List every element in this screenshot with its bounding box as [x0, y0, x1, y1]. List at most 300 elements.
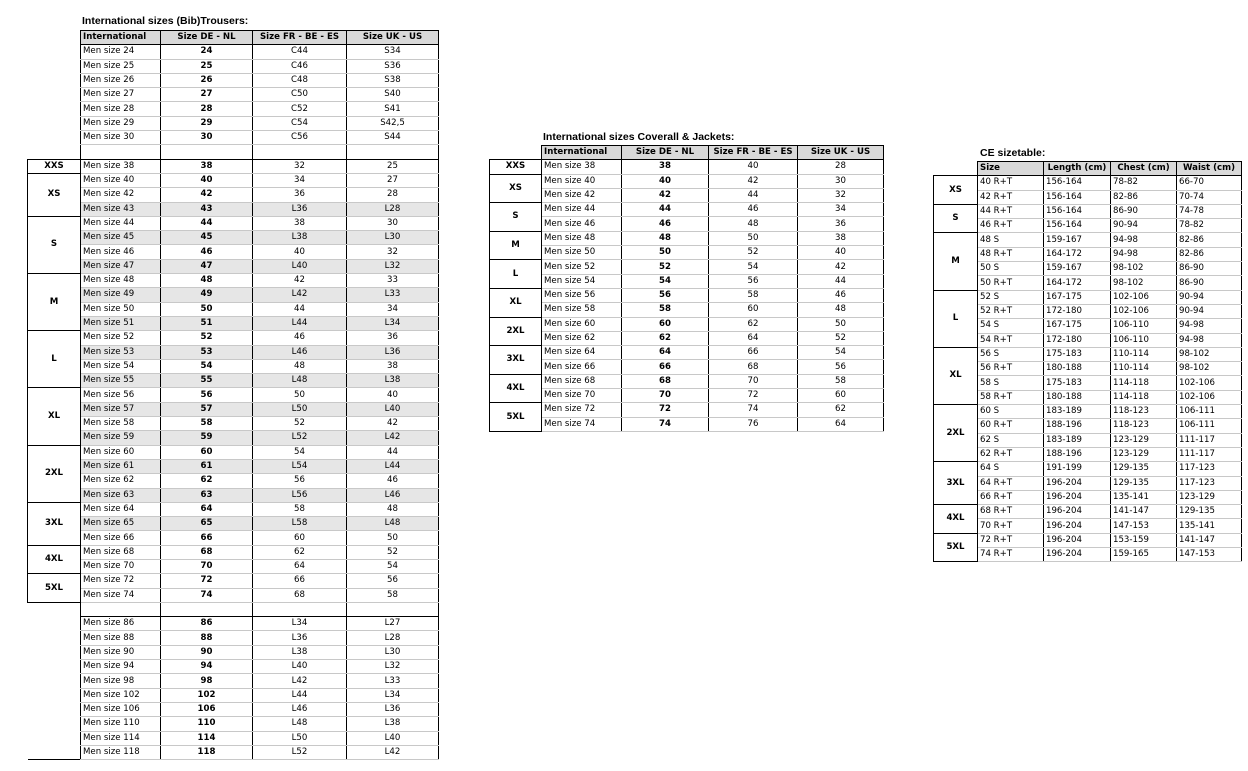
- table-row: [490, 360, 884, 374]
- table-row: [28, 688, 439, 702]
- table-cell: C52: [253, 102, 347, 116]
- row-spacer: [28, 73, 81, 87]
- table-row: [28, 202, 439, 216]
- table-row: [28, 731, 439, 745]
- table-cell: 88: [161, 631, 253, 645]
- table-cell: Men size 56: [81, 388, 161, 402]
- table-cell: 159-165: [1111, 548, 1177, 562]
- row-spacer: [28, 116, 81, 130]
- table-cell: L36: [253, 631, 347, 645]
- table-cell: 78-82: [1111, 176, 1177, 190]
- table-cell: Men size 63: [81, 488, 161, 502]
- table-row: [28, 245, 439, 259]
- table-cell: 42: [709, 174, 798, 188]
- table-cell: 54: [622, 274, 709, 288]
- table-cell: 54: [798, 346, 884, 360]
- table-cell: Men size 28: [81, 102, 161, 116]
- row-spacer: [28, 702, 81, 716]
- header-spacer: [490, 146, 542, 160]
- table-row: [934, 519, 1242, 533]
- table-cell: 56: [347, 574, 439, 588]
- table-cell: L36: [347, 702, 439, 716]
- table-cell: 54: [347, 559, 439, 573]
- table-row: [28, 745, 439, 759]
- table-cell: L40: [347, 731, 439, 745]
- table-cell: Men size 94: [81, 660, 161, 674]
- table-cell: 60: [709, 303, 798, 317]
- table-cell: 74: [709, 403, 798, 417]
- table-row: [490, 331, 884, 345]
- table-cell: C56: [253, 131, 347, 145]
- table-cell: Men size 70: [542, 389, 622, 403]
- table-row: [490, 374, 884, 388]
- table-cell: L40: [253, 660, 347, 674]
- table-cell: 42: [347, 417, 439, 431]
- table-cell: 33: [347, 274, 439, 288]
- table-row: [934, 347, 1242, 361]
- empty-cell: [81, 145, 161, 159]
- table-cell: 183-189: [1044, 405, 1111, 419]
- table-cell: L52: [253, 431, 347, 445]
- table-cell: 52: [347, 545, 439, 559]
- table-cell: Men size 74: [542, 417, 622, 431]
- table-row: [28, 259, 439, 273]
- table-row: [28, 288, 439, 302]
- table-cell: 62: [161, 474, 253, 488]
- table-row: [934, 476, 1242, 490]
- table-cell: 56: [622, 288, 709, 302]
- table-cell: L33: [347, 288, 439, 302]
- table-cell: 70: [709, 374, 798, 388]
- column-header: Size UK - US: [347, 31, 439, 45]
- empty-cell: [161, 602, 253, 616]
- size-group-label: 2XL: [934, 405, 978, 462]
- table-row: [28, 531, 439, 545]
- table-cell: L33: [347, 674, 439, 688]
- table-cell: 196-204: [1044, 533, 1111, 547]
- table-cell: 44: [347, 445, 439, 459]
- table-cell: 32: [347, 245, 439, 259]
- table-cell: C48: [253, 73, 347, 87]
- table-cell: 60 R+T: [978, 419, 1044, 433]
- table-cell: 30: [798, 174, 884, 188]
- table-cell: Men size 74: [81, 588, 161, 602]
- row-spacer: [28, 617, 81, 631]
- table-cell: 106-111: [1177, 419, 1242, 433]
- table-cell: Men size 52: [542, 260, 622, 274]
- table-cell: 25: [347, 159, 439, 173]
- table-row: [934, 304, 1242, 318]
- table-cell: 61: [161, 459, 253, 473]
- table-cell: L27: [347, 617, 439, 631]
- size-group-label: S: [490, 203, 542, 232]
- table-cell: L46: [347, 488, 439, 502]
- table-row: [490, 346, 884, 360]
- table-cell: 90-94: [1177, 304, 1242, 318]
- table-cell: Men size 68: [542, 374, 622, 388]
- table-cell: 62: [622, 331, 709, 345]
- table-row: [934, 276, 1242, 290]
- table-row: [28, 374, 439, 388]
- table-cell: 66: [253, 574, 347, 588]
- table-cell: 106-110: [1111, 333, 1177, 347]
- table-cell: S36: [347, 59, 439, 73]
- table-cell: 90: [161, 645, 253, 659]
- table-cell: Men size 44: [542, 203, 622, 217]
- row-spacer: [28, 145, 81, 159]
- table-cell: 30: [347, 216, 439, 230]
- table-cell: L32: [347, 660, 439, 674]
- row-spacer: [28, 688, 81, 702]
- table-cell: Men size 50: [542, 246, 622, 260]
- table-row: [28, 559, 439, 573]
- table-cell: 42 R+T: [978, 190, 1044, 204]
- table-cell: 196-204: [1044, 505, 1111, 519]
- table-cell: 94-98: [1111, 233, 1177, 247]
- table-cell: 44: [622, 203, 709, 217]
- table-cell: 60 S: [978, 405, 1044, 419]
- table-cell: 48: [798, 303, 884, 317]
- table-cell: Men size 102: [81, 688, 161, 702]
- table-row: [28, 388, 439, 402]
- table-cell: L34: [253, 617, 347, 631]
- table-cell: 118-123: [1111, 419, 1177, 433]
- table-cell: 50 R+T: [978, 276, 1044, 290]
- table-cell: 164-172: [1044, 247, 1111, 261]
- table-cell: Men size 66: [81, 531, 161, 545]
- table-cell: S44: [347, 131, 439, 145]
- table-cell: 90-94: [1111, 219, 1177, 233]
- size-group-label: 4XL: [934, 505, 978, 534]
- table-cell: 48: [253, 359, 347, 373]
- table-cell: 64: [622, 346, 709, 360]
- table-row: [934, 447, 1242, 461]
- table-cell: 34: [347, 302, 439, 316]
- table-row: [28, 588, 439, 602]
- table-cell: 72: [622, 403, 709, 417]
- table-cell: Men size 50: [81, 302, 161, 316]
- table-row: [934, 233, 1242, 247]
- table-row: [934, 362, 1242, 376]
- table-row: [28, 631, 439, 645]
- table-cell: Men size 60: [81, 445, 161, 459]
- table-cell: 52: [798, 331, 884, 345]
- table-cell: Men size 38: [542, 160, 622, 174]
- table-row: [28, 574, 439, 588]
- table-cell: 66: [709, 346, 798, 360]
- table-cell: 196-204: [1044, 548, 1111, 562]
- table-cell: 86-90: [1111, 204, 1177, 218]
- column-header: International: [81, 31, 161, 45]
- table-cell: 58: [347, 588, 439, 602]
- table-cell: 74: [622, 417, 709, 431]
- table-cell: 48: [622, 231, 709, 245]
- table-cell: Men size 88: [81, 631, 161, 645]
- table-cell: 172-180: [1044, 304, 1111, 318]
- table-cell: 38: [622, 160, 709, 174]
- table-cell: 106-111: [1177, 405, 1242, 419]
- table-cell: Men size 45: [81, 231, 161, 245]
- row-spacer: [28, 660, 81, 674]
- table-row: [490, 231, 884, 245]
- table-cell: 60: [798, 389, 884, 403]
- table-cell: L48: [253, 374, 347, 388]
- table-cell: Men size 55: [81, 374, 161, 388]
- empty-cell: [253, 602, 347, 616]
- table-cell: 111-117: [1177, 433, 1242, 447]
- table-row: [934, 190, 1242, 204]
- table-cell: 49: [161, 288, 253, 302]
- table-cell: 64: [798, 417, 884, 431]
- table-cell: 59: [161, 431, 253, 445]
- table-cell: L34: [347, 688, 439, 702]
- table-cell: 50: [709, 231, 798, 245]
- table-cell: 72 R+T: [978, 533, 1044, 547]
- table-cell: 147-153: [1177, 548, 1242, 562]
- table-cell: Men size 42: [81, 188, 161, 202]
- table-cell: Men size 51: [81, 316, 161, 330]
- size-group-label: L: [28, 331, 81, 388]
- table-cell: Men size 29: [81, 116, 161, 130]
- table-row: [28, 345, 439, 359]
- size-group-label: 4XL: [28, 545, 81, 574]
- coverall-title: International sizes Coverall & Jackets:: [543, 131, 735, 143]
- header-row: [934, 162, 1242, 176]
- table-cell: 98-102: [1111, 276, 1177, 290]
- table-cell: 34: [798, 203, 884, 217]
- table-cell: L58: [253, 517, 347, 531]
- table-cell: Men size 68: [81, 545, 161, 559]
- table-cell: 70: [161, 559, 253, 573]
- table-cell: L30: [347, 645, 439, 659]
- column-header: Size: [978, 162, 1044, 176]
- table-cell: 40: [622, 174, 709, 188]
- table-cell: 58 R+T: [978, 390, 1044, 404]
- table-cell: L38: [253, 231, 347, 245]
- size-group-label: S: [28, 216, 81, 273]
- row-spacer: [28, 645, 81, 659]
- table-cell: Men size 49: [81, 288, 161, 302]
- size-group-label: XS: [28, 173, 81, 216]
- column-header: Length (cm): [1044, 162, 1111, 176]
- table-cell: Men size 25: [81, 59, 161, 73]
- table-cell: 51: [161, 316, 253, 330]
- table-cell: L52: [253, 745, 347, 759]
- table-cell: L38: [253, 645, 347, 659]
- table-cell: 58: [709, 288, 798, 302]
- row-spacer: [28, 674, 81, 688]
- table-cell: 118: [161, 745, 253, 759]
- size-group-label: XXS: [490, 160, 542, 174]
- table-cell: 66 R+T: [978, 490, 1044, 504]
- column-header: International: [542, 146, 622, 160]
- table-cell: 52 S: [978, 290, 1044, 304]
- size-group-label: XS: [934, 176, 978, 205]
- row-spacer: [28, 88, 81, 102]
- table-cell: 55: [161, 374, 253, 388]
- table-cell: 196-204: [1044, 519, 1111, 533]
- table-row: [28, 359, 439, 373]
- table-cell: 86-90: [1177, 262, 1242, 276]
- table-cell: 46: [161, 245, 253, 259]
- row-spacer: [28, 59, 81, 73]
- table-cell: 114: [161, 731, 253, 745]
- table-cell: 42: [622, 188, 709, 202]
- table-cell: L28: [347, 202, 439, 216]
- header-spacer: [28, 31, 81, 45]
- size-group-label: M: [28, 274, 81, 331]
- table-row: [28, 417, 439, 431]
- table-row: [28, 131, 439, 145]
- table-cell: 66-70: [1177, 176, 1242, 190]
- table-row: [28, 159, 439, 173]
- table-cell: 64: [161, 502, 253, 516]
- table-cell: 54: [253, 445, 347, 459]
- table-row: [490, 417, 884, 431]
- empty-cell: [161, 145, 253, 159]
- table-row: [490, 260, 884, 274]
- table-cell: 48: [161, 274, 253, 288]
- table-cell: Men size 46: [542, 217, 622, 231]
- table-row: [28, 73, 439, 87]
- table-cell: L54: [253, 459, 347, 473]
- table-row: [490, 174, 884, 188]
- table-cell: 26: [161, 73, 253, 87]
- table-row: [28, 88, 439, 102]
- table-cell: 102-106: [1177, 376, 1242, 390]
- table-cell: 57: [161, 402, 253, 416]
- table-cell: 98: [161, 674, 253, 688]
- table-row: [490, 389, 884, 403]
- table-cell: 58: [798, 374, 884, 388]
- table-cell: 114-118: [1111, 376, 1177, 390]
- table-cell: L36: [347, 345, 439, 359]
- table-cell: 56: [161, 388, 253, 402]
- table-cell: 64 R+T: [978, 476, 1044, 490]
- table-cell: 48: [347, 502, 439, 516]
- row-spacer: [28, 45, 81, 59]
- table-cell: 110-114: [1111, 347, 1177, 361]
- table-cell: C44: [253, 45, 347, 59]
- table-cell: Men size 56: [542, 288, 622, 302]
- table-cell: Men size 27: [81, 88, 161, 102]
- table-row: [934, 390, 1242, 404]
- table-cell: Men size 106: [81, 702, 161, 716]
- table-cell: L46: [253, 345, 347, 359]
- table-cell: 54: [161, 359, 253, 373]
- table-cell: L42: [253, 674, 347, 688]
- table-cell: 147-153: [1111, 519, 1177, 533]
- table-cell: Men size 98: [81, 674, 161, 688]
- table-cell: L38: [347, 717, 439, 731]
- table-cell: 191-199: [1044, 462, 1111, 476]
- table-row: [934, 262, 1242, 276]
- table-cell: Men size 58: [81, 417, 161, 431]
- table-cell: 46 R+T: [978, 219, 1044, 233]
- empty-cell: [347, 145, 439, 159]
- empty-cell: [253, 145, 347, 159]
- table-cell: S38: [347, 73, 439, 87]
- table-cell: 94-98: [1177, 333, 1242, 347]
- table-row: [490, 217, 884, 231]
- table-row: [28, 502, 439, 516]
- table-cell: 110-114: [1111, 362, 1177, 376]
- table-cell: 117-123: [1177, 476, 1242, 490]
- table-cell: 52: [709, 246, 798, 260]
- table-cell: 50: [253, 388, 347, 402]
- table-cell: 114-118: [1111, 390, 1177, 404]
- ce-size-table: [933, 161, 1242, 562]
- table-cell: 74: [161, 588, 253, 602]
- table-cell: 70 R+T: [978, 519, 1044, 533]
- table-cell: 47: [161, 259, 253, 273]
- table-cell: 76: [709, 417, 798, 431]
- table-cell: 123-129: [1111, 433, 1177, 447]
- table-cell: 117-123: [1177, 462, 1242, 476]
- table-row: [28, 45, 439, 59]
- size-group-label: 3XL: [28, 502, 81, 545]
- table-cell: 44: [161, 216, 253, 230]
- table-cell: 62: [709, 317, 798, 331]
- table-cell: 58: [161, 417, 253, 431]
- table-cell: 46: [622, 217, 709, 231]
- size-group-label: 5XL: [934, 533, 978, 562]
- row-spacer: [28, 131, 81, 145]
- table-cell: 141-147: [1111, 505, 1177, 519]
- table-row: [28, 445, 439, 459]
- table-row: [490, 288, 884, 302]
- table-cell: 36: [798, 217, 884, 231]
- table-row: [28, 302, 439, 316]
- table-cell: L42: [347, 431, 439, 445]
- size-group-label: 3XL: [934, 462, 978, 505]
- table-row: [490, 246, 884, 260]
- table-cell: 106: [161, 702, 253, 716]
- size-group-label: 3XL: [490, 346, 542, 375]
- table-cell: 60: [253, 531, 347, 545]
- table-cell: 68: [253, 588, 347, 602]
- table-cell: 50: [161, 302, 253, 316]
- table-cell: 48 R+T: [978, 247, 1044, 261]
- table-cell: 56 S: [978, 347, 1044, 361]
- table-cell: 38: [347, 359, 439, 373]
- row-spacer: [28, 631, 81, 645]
- header-row: [28, 31, 439, 45]
- table-cell: 167-175: [1044, 290, 1111, 304]
- table-cell: Men size 59: [81, 431, 161, 445]
- column-header: Chest (cm): [1111, 162, 1177, 176]
- table-cell: 82-86: [1177, 233, 1242, 247]
- table-cell: L56: [253, 488, 347, 502]
- table-cell: 188-196: [1044, 447, 1111, 461]
- table-row: [28, 188, 439, 202]
- table-cell: 42: [161, 188, 253, 202]
- table-cell: Men size 54: [542, 274, 622, 288]
- table-cell: Men size 24: [81, 45, 161, 59]
- table-cell: Men size 58: [542, 303, 622, 317]
- table-cell: Men size 118: [81, 745, 161, 759]
- table-cell: 43: [161, 202, 253, 216]
- empty-cell: [347, 602, 439, 616]
- table-cell: Men size 40: [81, 173, 161, 187]
- table-cell: 63: [161, 488, 253, 502]
- table-cell: 56: [798, 360, 884, 374]
- table-cell: 180-188: [1044, 362, 1111, 376]
- table-row: [28, 231, 439, 245]
- size-group-label: 2XL: [490, 317, 542, 346]
- table-cell: 58 S: [978, 376, 1044, 390]
- table-cell: Men size 62: [81, 474, 161, 488]
